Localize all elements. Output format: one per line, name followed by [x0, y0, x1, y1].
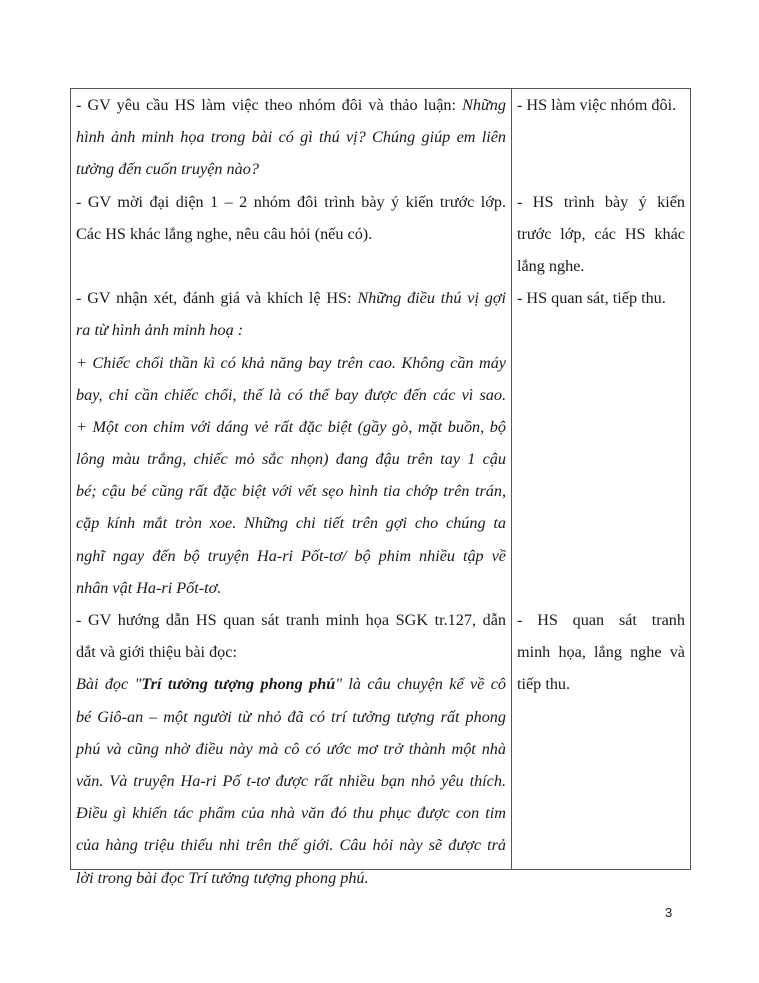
text-line: lông màu trắng, chiếc mỏ sắc nhọn) đang đậu trên tay 1 cậu	[76, 450, 506, 469]
text-line: phú và cũng nhờ điều này mà cô có ước mơ trở thành một nhà	[76, 739, 506, 758]
text-line: tiếp thu.	[517, 675, 571, 694]
text-line: nghĩ ngay đến bộ truyện Ha-ri Pốt-tơ/ bộ phim nhiều tập về	[76, 546, 506, 565]
text-line: - HS làm việc nhóm đôi.	[517, 96, 677, 114]
text-line: - HS trình bày ý kiến	[517, 192, 685, 211]
text-line: Các HS khác lắng nghe, nêu câu hỏi (nếu có).	[76, 224, 373, 243]
text-line: bé Giô-an – một người từ nhỏ đã có trí tưởng tượng rất phong	[76, 707, 506, 726]
text-line: + Chiếc chổi thần kì có khả năng bay trên cao. Không cần máy	[76, 353, 506, 372]
text-line: bay, chỉ cần chiếc chổi, thế là có thể bay được đến các vì sao.	[76, 385, 506, 404]
text-line: lắng nghe.	[517, 256, 585, 275]
text-line: - GV hướng dẫn HS quan sát tranh minh họa SGK tr.127, dẫn	[76, 611, 506, 629]
text-line: hình ảnh minh họa trong bài có gì thú vị? Chúng giúp em liên	[76, 128, 506, 147]
text-line: Bài đọc "Trí tưởng tượng phong phú" là câu chuyện kể về cô	[76, 675, 506, 694]
text-line: dắt và giới thiệu bài đọc:	[76, 643, 237, 662]
text-line: văn. Và truyện Ha-ri Pố t-tơ được rất nhiều bạn nhỏ yêu thích.	[76, 771, 506, 790]
text-line: nhân vật Ha-ri Pốt-tơ.	[76, 578, 222, 597]
lesson-table	[70, 88, 691, 887]
text-line: - HS quan sát tranh	[517, 611, 685, 629]
text-line: tưởng đến cuốn truyện nào?	[76, 160, 259, 179]
text-line: - GV mời đại diện 1 – 2 nhóm đôi trình bày ý kiến trước lớp.	[76, 192, 506, 211]
text-line: bé; cậu bé cũng rất đặc biệt với vết sẹo hình tia chớp trên trán,	[76, 482, 506, 501]
text-line: cặp kính mắt tròn xoe. Những chi tiết trên gợi cho chúng ta	[76, 514, 506, 533]
text-line: lời trong bài đọc Trí tưởng tượng phong phú.	[76, 868, 369, 887]
text-line: Điều gì khiến tác phẩm của nhà văn đó thu phục được con tim	[76, 804, 506, 823]
text-line: của hàng triệu thiếu nhi trên thế giới. Câu hỏi này sẽ được trả	[76, 836, 506, 855]
text-line: + Một con chim với dáng vẻ rất đặc biệt (gầy gò, mặt buồn, bộ	[76, 417, 506, 436]
text-line: trước lớp, các HS khác	[517, 224, 685, 243]
teacher-activities-column	[71, 89, 512, 887]
text-line: - GV yêu cầu HS làm việc theo nhóm đôi và thảo luận: Những	[76, 96, 506, 114]
text-line: minh họa, lắng nghe và	[517, 643, 685, 662]
text-line: ra từ hình ảnh minh hoạ :	[76, 321, 244, 340]
text-line: - GV nhận xét, đánh giá và khích lệ HS: Những điều thú vị gợi	[76, 289, 507, 308]
student-activities-column	[512, 89, 690, 869]
page-number: 3	[665, 905, 673, 920]
text-line: - HS quan sát, tiếp thu.	[517, 289, 666, 308]
